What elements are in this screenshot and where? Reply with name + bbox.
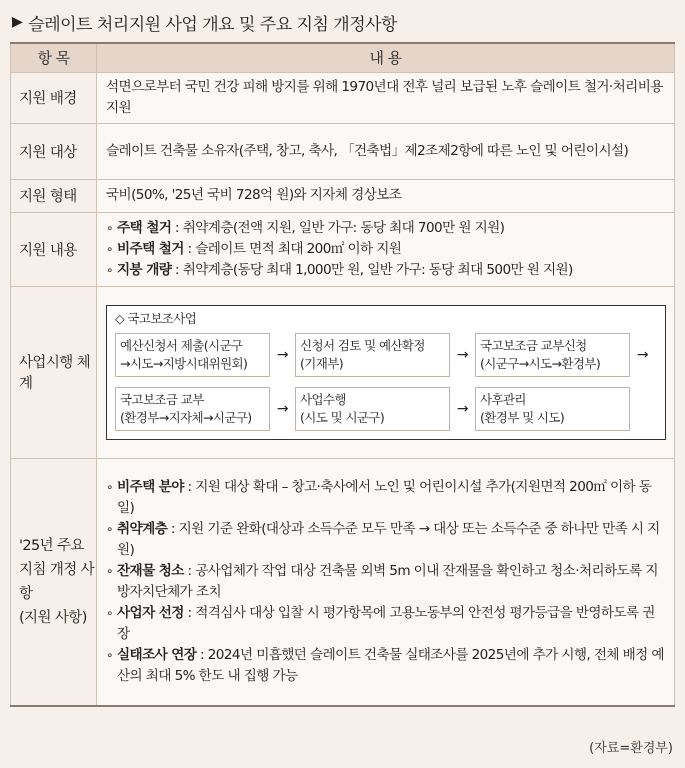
list-item — [106, 519, 666, 561]
summary-table — [10, 42, 675, 707]
flow-row — [115, 333, 655, 377]
table-row — [11, 72, 675, 123]
row-key: 지원 대상 — [11, 123, 97, 179]
list-item — [106, 260, 666, 281]
flow-step — [475, 333, 630, 377]
page-title — [12, 8, 397, 36]
step-line: 예산신청서 제출(시군구 — [120, 337, 243, 353]
list-item — [106, 645, 666, 687]
row-key: 사업시행 체계 — [11, 286, 97, 458]
arrow-right-icon: → — [636, 346, 649, 363]
flow-step — [295, 387, 450, 431]
arrow-right-icon: → — [276, 400, 289, 417]
row-key-line: '25년 주요 — [19, 537, 84, 554]
row-value — [97, 286, 675, 458]
list-item — [106, 603, 666, 645]
header-content: 내 용 — [97, 43, 675, 72]
list-item — [106, 477, 666, 519]
item-text: : 취약계층(동당 최대 1,000만 원, 일반 가구: 동당 최대 500만 원 지원) — [171, 261, 573, 278]
step-line: 국고보조금 교부 — [120, 391, 204, 407]
item-text: : 지원 기준 완화(대상과 소득수준 모두 만족 → 대상 또는 소득수준 중 하나만 만족 시 지원) — [117, 520, 660, 558]
item-label: 비주택 분야 — [117, 478, 184, 495]
row-key-line: 지침 개정 사항 — [19, 561, 95, 602]
arrow-right-icon: → — [276, 346, 289, 363]
flow-step — [115, 387, 270, 431]
row-value: 슬레이트 건축물 소유자(주택, 창고, 축사, 「건축법」제2조제2항에 따른 노인 및 어린이시설) — [97, 123, 675, 179]
item-label: 사업자 선정 — [117, 604, 184, 621]
item-text: : 지원 대상 확대 – 창고·축사에서 노인 및 어린이시설 추가(지원면적 200㎡ 이하 동일) — [117, 478, 652, 516]
item-label: 주택 철거 — [117, 219, 172, 236]
table-row — [11, 286, 675, 458]
step-line: 신청서 검토 및 예산확정 — [300, 337, 425, 353]
step-line: 국고보조금 교부신청 — [480, 337, 587, 353]
table-row — [11, 123, 675, 179]
step-line: (기재부) — [300, 355, 343, 371]
arrow-right-icon: → — [456, 400, 469, 417]
item-label: 지붕 개량 — [117, 261, 172, 278]
table-row — [11, 458, 675, 706]
row-key: 지원 배경 — [11, 72, 97, 123]
header-item: 항 목 — [11, 43, 97, 72]
step-line: (환경부 및 시도) — [480, 409, 565, 425]
row-value — [97, 212, 675, 286]
item-label: 취약계층 — [117, 520, 168, 537]
item-label: 실태조사 연장 — [117, 646, 197, 663]
source-note: (자료=환경부) — [589, 741, 673, 756]
row-value — [97, 458, 675, 706]
list-item — [106, 561, 666, 603]
step-line: →시도→지방시대위원회) — [120, 355, 248, 371]
item-text: : 공사업체가 작업 대상 건축물 외벽 5m 이내 잔재물을 확인하고 청소·처리하도록 지방자치단체가 조치 — [117, 562, 658, 600]
item-text: : 취약계층(전액 지원, 일반 가구: 동당 최대 700만 원 지원) — [171, 219, 505, 236]
row-key-line: (지원 사항) — [19, 609, 87, 626]
row-value: 국비(50%, '25년 국비 728억 원)와 지자체 경상보조 — [97, 179, 675, 212]
item-text: : 슬레이트 면적 최대 200㎡ 이하 지원 — [183, 240, 402, 257]
step-line: (시도 및 시군구) — [300, 409, 385, 425]
item-label: 비주택 철거 — [117, 240, 184, 257]
list-item — [106, 218, 666, 239]
list-item — [106, 239, 666, 260]
process-flow — [106, 305, 666, 440]
flow-step — [295, 333, 450, 377]
flow-step — [475, 387, 630, 431]
row-value: 석면으로부터 국민 건강 피해 방지를 위해 1970년대 전후 널리 보급된 노후 슬레이트 철거·처리비용 지원 — [97, 72, 675, 123]
step-line: 사후관리 — [480, 391, 526, 407]
flow-title: ◇ 국고보조사업 — [115, 310, 197, 326]
row-key — [11, 458, 97, 706]
step-line: (환경부→지자체→시군구) — [120, 409, 252, 425]
triangle-icon: ▶ — [12, 14, 23, 30]
flow-row — [115, 387, 655, 431]
title-text: 슬레이트 처리지원 사업 개요 및 주요 지침 개정사항 — [28, 14, 397, 35]
step-line: 사업수행 — [300, 391, 346, 407]
item-label: 잔재물 청소 — [117, 562, 184, 579]
item-text: : 적격심사 대상 입찰 시 평가항목에 고용노동부의 안전성 평가등급을 반영하도록 권장 — [117, 604, 655, 642]
item-text: : 2024년 미흡했던 슬레이트 건축물 실태조사를 2025년에 추가 시행, 전체 배정 예산의 최대 5% 한도 내 집행 가능 — [117, 646, 664, 684]
arrow-right-icon: → — [456, 346, 469, 363]
table-row — [11, 179, 675, 212]
step-line: (시군구→시도→환경부) — [480, 355, 601, 371]
table-row — [11, 212, 675, 286]
row-key: 지원 형태 — [11, 179, 97, 212]
row-key: 지원 내용 — [11, 212, 97, 286]
flow-step — [115, 333, 270, 377]
